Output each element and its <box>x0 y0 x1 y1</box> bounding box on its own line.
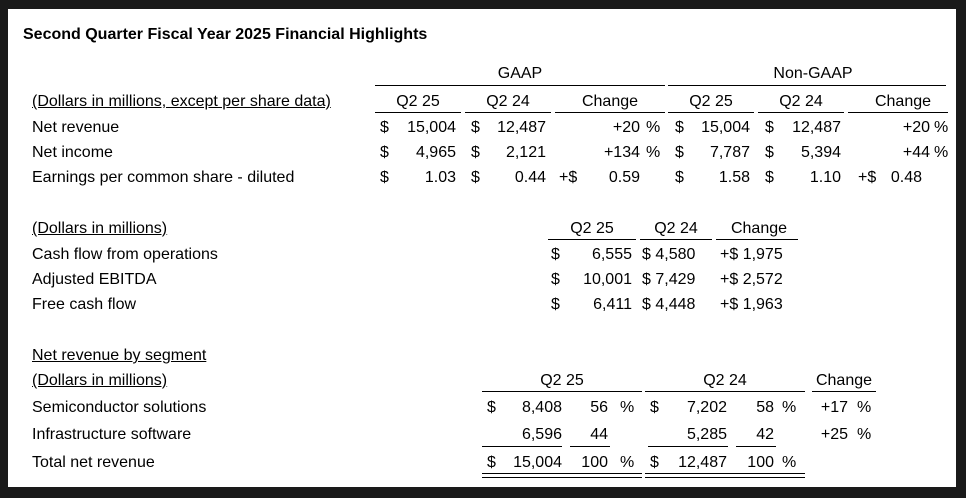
currency-symbol: $ <box>487 399 496 416</box>
table3-unit-label: (Dollars in millions) <box>32 372 168 389</box>
gaap-group-header: GAAP <box>497 65 543 82</box>
table3-header-q2-25: Q2 25 <box>540 372 584 389</box>
nongaap-q2-24-value: 5,394 <box>800 144 841 161</box>
row-label: Net revenue <box>32 119 120 136</box>
q2-24-amount: 5,285 <box>686 426 727 443</box>
table1-header-rule <box>848 112 948 113</box>
nongaap-q2-24-value: 12,487 <box>792 119 841 136</box>
percent-suffix: % <box>857 399 872 416</box>
financial-highlights-panel <box>8 9 956 487</box>
gaap-q2-25-value: 4,965 <box>415 144 456 161</box>
currency-symbol: $ <box>487 454 496 471</box>
table1-header-nongaap-q2-25: Q2 25 <box>689 93 733 110</box>
currency-symbol: $ <box>551 271 560 288</box>
nongaap-q2-24-value: 1.10 <box>809 169 841 186</box>
total-double-rule <box>645 473 805 478</box>
table2-unit-label: (Dollars in millions) <box>32 220 168 237</box>
currency-symbol: $ <box>551 246 560 263</box>
table1-header-rule <box>668 112 754 113</box>
q2-24-amount: 12,487 <box>678 454 727 471</box>
currency-symbol: $ <box>380 169 389 186</box>
row-label: Semiconductor solutions <box>32 399 207 416</box>
total-double-rule <box>482 473 642 478</box>
gaap-q2-25-value: 15,004 <box>407 119 456 136</box>
row-label: Adjusted EBITDA <box>32 271 157 288</box>
percent-suffix: % <box>782 454 797 471</box>
change-prefix: +$ <box>559 169 578 186</box>
table1-header-rule <box>465 112 551 113</box>
currency-symbol: $ <box>765 169 774 186</box>
table1-header-nongaap-q2-24: Q2 24 <box>779 93 823 110</box>
row-label: Net income <box>32 144 113 161</box>
table2-header-rule <box>716 239 798 240</box>
nongaap-group-header: Non-GAAP <box>773 65 853 82</box>
change-value: +17 <box>820 399 848 416</box>
table2-header-q2-25: Q2 25 <box>570 220 614 237</box>
change-value: +$ 2,572 <box>720 271 783 288</box>
table3-header-rule <box>482 391 642 392</box>
subtotal-rule <box>736 446 776 447</box>
currency-symbol: $ <box>675 169 684 186</box>
table3-header-q2-24: Q2 24 <box>703 372 747 389</box>
q2-24-percent: 100 <box>747 454 774 471</box>
percent-suffix: % <box>934 119 949 136</box>
gaap-change-value: +134 <box>603 144 640 161</box>
row-label: Total net revenue <box>32 454 155 471</box>
gaap-group-rule <box>375 85 665 86</box>
change-value: +25 <box>820 426 848 443</box>
table2-header-rule <box>548 239 636 240</box>
q2-25-value: 10,001 <box>583 271 632 288</box>
table3-header-rule <box>812 391 876 392</box>
row-label: Free cash flow <box>32 296 137 313</box>
percent-suffix: % <box>857 426 872 443</box>
gaap-q2-24-value: 2,121 <box>505 144 546 161</box>
q2-24-percent: 58 <box>756 399 774 416</box>
change-value: +$ 1,963 <box>720 296 783 313</box>
currency-symbol: $ <box>551 296 560 313</box>
q2-25-amount: 6,596 <box>521 426 562 443</box>
nongaap-q2-25-value: 15,004 <box>701 119 750 136</box>
gaap-q2-24-value: 0.44 <box>514 169 546 186</box>
row-label: Earnings per common share - diluted <box>32 169 295 186</box>
table1-header-rule <box>375 112 461 113</box>
q2-24-value: $ 4,580 <box>642 246 696 263</box>
table1-header-rule <box>758 112 844 113</box>
currency-symbol: $ <box>380 144 389 161</box>
gaap-q2-25-value: 1.03 <box>424 169 456 186</box>
q2-24-value: $ 7,429 <box>642 271 696 288</box>
q2-25-value: 6,411 <box>593 296 632 313</box>
table1-header-nongaap-change: Change <box>874 93 932 110</box>
row-label: Cash flow from operations <box>32 246 218 263</box>
currency-symbol: $ <box>380 119 389 136</box>
table1-header-gaap-q2-25: Q2 25 <box>396 93 440 110</box>
table1-unit-label: (Dollars in millions, except per share data) <box>32 93 331 110</box>
row-label: Infrastructure software <box>32 426 192 443</box>
nongaap-q2-25-value: 1.58 <box>718 169 750 186</box>
change-prefix: +$ <box>858 169 877 186</box>
nongaap-group-rule <box>668 85 946 86</box>
gaap-change-value: 0.59 <box>608 169 640 186</box>
table2-header-rule <box>640 239 712 240</box>
currency-symbol: $ <box>675 119 684 136</box>
currency-symbol: $ <box>765 119 774 136</box>
percent-suffix: % <box>620 454 635 471</box>
q2-24-amount: 7,202 <box>686 399 727 416</box>
gaap-q2-24-value: 12,487 <box>497 119 546 136</box>
q2-24-value: $ 4,448 <box>642 296 696 313</box>
nongaap-q2-25-value: 7,787 <box>709 144 750 161</box>
subtotal-rule <box>648 446 728 447</box>
currency-symbol: $ <box>650 399 659 416</box>
q2-25-percent: 100 <box>581 454 608 471</box>
q2-25-value: 6,555 <box>591 246 632 263</box>
table3-header-rule <box>645 391 805 392</box>
q2-24-percent: 42 <box>756 426 774 443</box>
currency-symbol: $ <box>471 119 480 136</box>
nongaap-change-value: +20 <box>902 119 930 136</box>
page-title: Second Quarter Fiscal Year 2025 Financial Highlights <box>23 26 428 43</box>
table2-header-q2-24: Q2 24 <box>654 220 698 237</box>
subtotal-rule <box>482 446 562 447</box>
table1-header-gaap-q2-24: Q2 24 <box>486 93 530 110</box>
q2-25-percent: 56 <box>590 399 608 416</box>
table3-header-change: Change <box>815 372 873 389</box>
table1-header-gaap-change: Change <box>581 93 639 110</box>
subtotal-rule <box>570 446 610 447</box>
currency-symbol: $ <box>650 454 659 471</box>
percent-suffix: % <box>646 144 661 161</box>
percent-suffix: % <box>782 399 797 416</box>
nongaap-change-value: 0.48 <box>890 169 922 186</box>
currency-symbol: $ <box>675 144 684 161</box>
percent-suffix: % <box>620 399 635 416</box>
q2-25-amount: 15,004 <box>513 454 562 471</box>
table1-header-rule <box>555 112 665 113</box>
currency-symbol: $ <box>471 169 480 186</box>
percent-suffix: % <box>646 119 661 136</box>
nongaap-change-value: +44 <box>902 144 930 161</box>
percent-suffix: % <box>934 144 949 161</box>
q2-25-percent: 44 <box>590 426 608 443</box>
table2-header-change: Change <box>730 220 788 237</box>
table3-section-title: Net revenue by segment <box>32 347 207 364</box>
currency-symbol: $ <box>765 144 774 161</box>
change-value: +$ 1,975 <box>720 246 783 263</box>
currency-symbol: $ <box>471 144 480 161</box>
gaap-change-value: +20 <box>612 119 640 136</box>
q2-25-amount: 8,408 <box>521 399 562 416</box>
